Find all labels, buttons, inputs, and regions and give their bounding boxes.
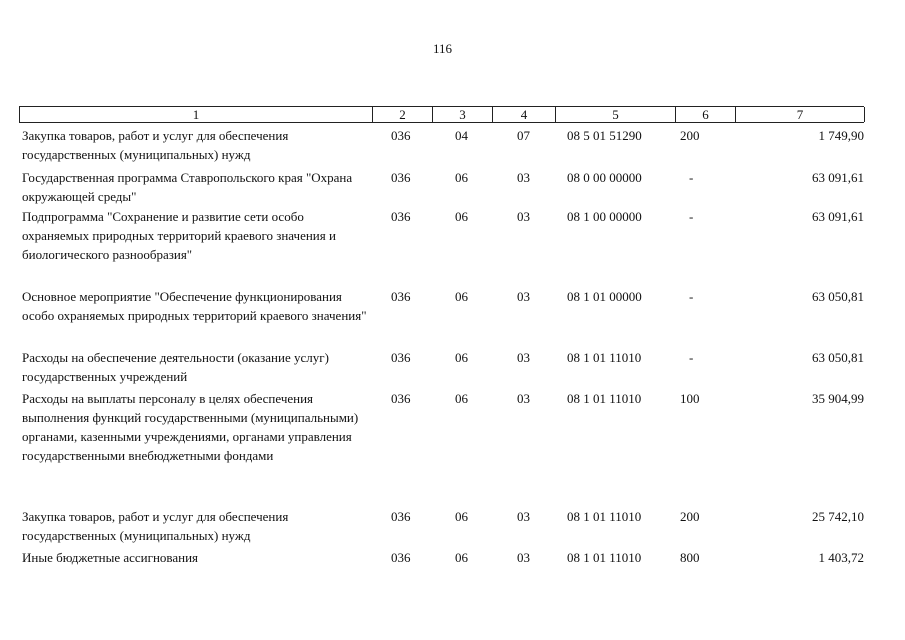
header-col-3: 3 [433, 107, 493, 122]
row-amount: 35 904,99 [812, 391, 864, 406]
row-code-2: 036 [391, 350, 411, 365]
header-col-2: 2 [373, 107, 433, 122]
row-code-5: 08 1 01 00000 [567, 289, 642, 304]
row-code-6: 200 [680, 509, 700, 524]
row-code-2: 036 [391, 209, 411, 224]
row-amount: 63 050,81 [812, 289, 864, 304]
row-code-2: 036 [391, 289, 411, 304]
row-code-5: 08 1 00 00000 [567, 209, 642, 224]
row-code-3: 06 [455, 350, 468, 365]
row-code-6: 100 [680, 391, 700, 406]
page-number: 116 [432, 41, 453, 56]
row-amount: 25 742,10 [812, 509, 864, 524]
row-code-4: 03 [517, 550, 530, 565]
row-amount: 63 050,81 [812, 350, 864, 365]
row-code-2: 036 [391, 509, 411, 524]
row-amount: 63 091,61 [812, 209, 864, 224]
row-name: Государственная программа Ставропольского края "Охрана окружающей среды" [22, 170, 353, 204]
header-col-5: 5 [556, 107, 676, 122]
row-amount: 63 091,61 [812, 170, 864, 185]
table-header [19, 106, 864, 123]
row-name: Расходы на выплаты персоналу в целях обеспечения выполнения функций государственными (муниципальными) органами, казенными учреждениями, органами управления государственными внебюджетными фондами [22, 391, 359, 463]
header-col-6: 6 [676, 107, 736, 122]
row-code-5: 08 1 01 11010 [567, 550, 642, 565]
row-code-4: 03 [517, 391, 530, 406]
header-col-1: 1 [20, 107, 373, 122]
row-code-3: 06 [455, 209, 468, 224]
row-code-2: 036 [391, 170, 411, 185]
row-code-3: 06 [455, 509, 468, 524]
row-name: Закупка товаров, работ и услуг для обеспечения государственных (муниципальных) нужд [22, 128, 289, 162]
row-code-2: 036 [391, 391, 411, 406]
row-code-4: 03 [517, 209, 530, 224]
row-code-2: 036 [391, 128, 411, 143]
row-code-5: 08 1 01 11010 [567, 509, 642, 524]
row-name: Расходы на обеспечение деятельности (оказание услуг) государственных учреждений [22, 350, 329, 384]
row-name: Основное мероприятие "Обеспечение функционирования особо охраняемых природных территорий краевого значения" [22, 289, 367, 323]
row-code-3: 06 [455, 391, 468, 406]
row-code-4: 03 [517, 289, 530, 304]
row-code-4: 03 [517, 170, 530, 185]
row-amount: 1 403,72 [818, 550, 864, 565]
row-code-6: - [689, 170, 694, 185]
row-code-3: 04 [455, 128, 468, 143]
row-code-6: - [689, 289, 694, 304]
header-col-7: 7 [736, 107, 865, 122]
row-code-5: 08 0 00 00000 [567, 170, 642, 185]
row-code-5: 08 1 01 11010 [567, 350, 642, 365]
row-code-3: 06 [455, 289, 468, 304]
row-code-4: 03 [517, 509, 530, 524]
row-code-6: - [689, 350, 694, 365]
row-code-4: 07 [517, 128, 530, 143]
row-code-2: 036 [391, 550, 411, 565]
row-name: Иные бюджетные ассигнования [22, 550, 199, 565]
row-code-6: 200 [680, 128, 700, 143]
row-code-5: 08 5 01 51290 [567, 128, 642, 143]
row-code-3: 06 [455, 170, 468, 185]
row-code-6: 800 [680, 550, 700, 565]
row-code-3: 06 [455, 550, 468, 565]
row-name: Закупка товаров, работ и услуг для обеспечения государственных (муниципальных) нужд [22, 509, 289, 543]
row-code-4: 03 [517, 350, 530, 365]
row-amount: 1 749,90 [818, 128, 864, 143]
row-code-5: 08 1 01 11010 [567, 391, 642, 406]
row-code-6: - [689, 209, 694, 224]
header-col-4: 4 [493, 107, 556, 122]
row-name: Подпрограмма "Сохранение и развитие сети особо охраняемых природных территорий краевого значения и биологического разнообразия" [22, 209, 336, 262]
